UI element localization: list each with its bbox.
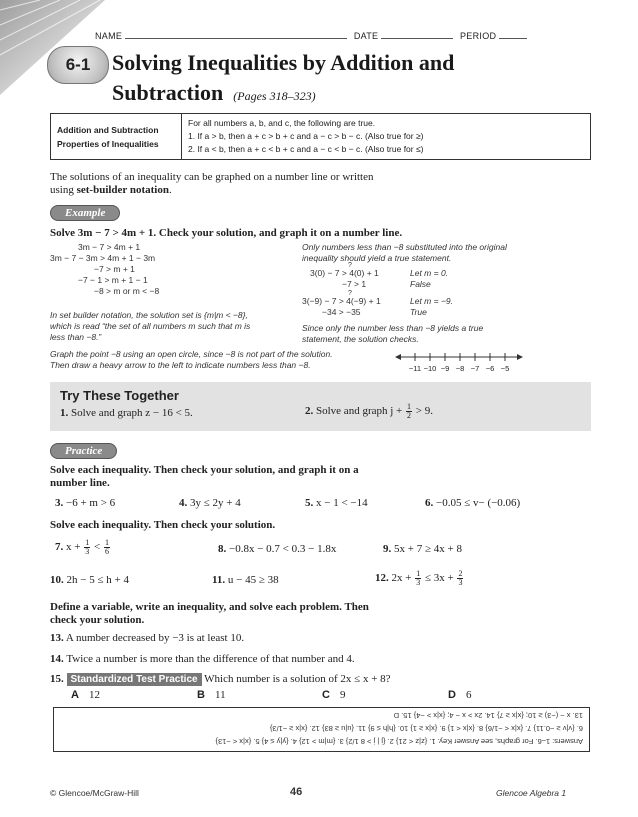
try-heading: Try These Together <box>60 388 179 403</box>
problem-7: 7. x + $\frac{1}{3}$ < $\frac{1}{6}$ <box>55 538 109 556</box>
directions-3: Define a variable, write an inequality, and solve each problem. Then check your solution. <box>50 601 369 626</box>
problem-15: 15. Standardized Test Practice Which number is a solution of 2x ≤ x + 8? <box>50 673 391 685</box>
period-blank[interactable] <box>499 29 527 39</box>
problem-12: 12. 2x + $\frac{1}{3}$ ≤ 3x + $\frac{2}{3}$ <box>375 569 463 587</box>
choice-d[interactable]: D 6 <box>448 689 472 701</box>
problem-8: 8. −0.8x − 0.7 < 0.3 − 1.8x <box>218 543 337 555</box>
choice-a[interactable]: A 12 <box>71 689 100 701</box>
name-blank[interactable] <box>125 29 347 39</box>
problem-14: 14. Twice a number is more than the difference of that number and 4. <box>50 653 355 665</box>
problem-6: 6. −0.05 ≤ v− (−0.06) <box>425 497 521 509</box>
step-1: 3m − 7 > 4m + 1 <box>78 242 141 252</box>
problem-13: 13. A number decreased by −3 is at least 10. <box>50 632 245 644</box>
property-rule-1: 1. If a > b, then a + c > b + c and a − c > b − c. (Also true for ≥) <box>188 131 424 141</box>
check-1: ? 3(0) − 7 > 4(0) + 1 −7 > 1 <box>310 262 379 289</box>
step-2: 3m − 7 − 3m > 4m + 1 − 3m <box>50 253 156 263</box>
title-line-1: Solving Inequalities by Addition and <box>112 50 455 75</box>
properties-table <box>50 113 591 160</box>
answer-key-text <box>54 708 589 751</box>
problem-9: 9. 5x + 7 ≥ 4x + 8 <box>383 543 462 555</box>
try-together-box <box>50 382 591 431</box>
number-line-label: −6 <box>485 364 495 373</box>
setbuilder-note: In set builder notation, the solution set is {m|m < −8}, which is read “the set of all numbers m such that m is less than −8.” <box>50 310 251 342</box>
check-1-notes: Let m = 0. False <box>410 268 449 289</box>
date-blank[interactable] <box>381 29 453 39</box>
example-steps <box>50 242 290 297</box>
properties-rules <box>182 114 591 160</box>
answers-line-2: 6. {v|v ≥ −0.11} 7. {x|x < −1/6} 8. {x|x < 1} 9. {x|x ≥ 1} 10. {h|h ≤ 9} 11. {u|u ≥ 83} 12. {x|x ≥ −1/3} <box>269 724 583 733</box>
problem-3: 3. −6 + m > 6 <box>55 497 116 509</box>
problem-11: 11. u − 45 ≥ 38 <box>212 574 279 586</box>
directions-1: Solve each inequality. Then check your solution, and graph it on a number line. <box>50 464 359 489</box>
directions-2: Solve each inequality. Then check your solution. <box>50 519 276 531</box>
footer-copyright: © Glencoe/McGraw-Hill <box>50 788 139 798</box>
name-label: NAME <box>95 31 123 41</box>
problem-5: 5. x − 1 < −14 <box>305 497 368 509</box>
standardized-test-badge: Standardized Test Practice <box>67 673 202 686</box>
lesson-badge: 6-1 <box>47 46 109 84</box>
try-q1: 1. Solve and graph z − 16 < 5. <box>60 407 193 419</box>
problem-10: 10. 2h − 5 ≤ h + 4 <box>50 574 129 586</box>
number-line-label: −9 <box>440 364 450 373</box>
practice-pill: Practice <box>50 443 117 459</box>
example-prompt: Solve 3m − 7 > 4m + 1. Check your solution, and graph it on a number line. <box>50 227 403 239</box>
property-rule-2: 2. If a < b, then a + c < b + c and a − c < b − c. (Also true for ≤) <box>188 144 424 154</box>
footer-book: Glencoe Algebra 1 <box>496 788 567 798</box>
number-line-label: −10 <box>423 364 437 373</box>
check-2-notes: Let m = −9. True <box>410 296 453 317</box>
try-q2: 2. Solve and graph j + $\frac{1}{2}$ > 9. <box>305 402 433 420</box>
problem-4: 4. 3y ≤ 2y + 4 <box>179 497 241 509</box>
properties-intro: For all numbers a, b, and c, the following are true. <box>188 118 376 128</box>
choice-c[interactable]: C 9 <box>322 689 346 701</box>
answer-key-box <box>53 707 590 752</box>
number-line-label: −11 <box>408 364 422 373</box>
step-4: −7 − 1 > m + 1 − 1 <box>78 275 148 285</box>
title-line-2: Subtraction (Pages 318–323) <box>112 80 316 105</box>
number-line-label: −7 <box>470 364 480 373</box>
date-label: DATE <box>353 31 379 41</box>
number-line-label: −5 <box>500 364 510 373</box>
graph-note: Graph the point −8 using an open circle, since −8 is not part of the solution. Then draw a heavy arrow to the left to indicate numbers less than −8. <box>50 349 333 370</box>
answers-line-3: 13. x − (−3) ≥ 10; {x|x ≥ 7} 14. 2x > x − 4; {x|x > −4} 15. D <box>393 711 583 720</box>
answers-line-1: Answers: 1–6. For graphs, see Answer Key. 1. {z|z < 21} 2. {j | j > 8 1/2} 3. {m|m > 12} 4. {y|y ≤ 4} 5. {x|x < −13} <box>215 737 583 746</box>
step-5: −8 > m or m < −8 <box>94 286 160 296</box>
properties-label: Addition and Subtraction Properties of Inequalities <box>51 114 182 160</box>
choice-b[interactable]: B 11 <box>197 689 226 701</box>
period-label: PERIOD <box>460 31 497 41</box>
check-note: Only numbers less than −8 substituted into the original inequality should yield a true statement. <box>302 242 507 263</box>
example-pill: Example <box>50 205 120 221</box>
page-number: 46 <box>290 786 303 798</box>
number-line-label: −8 <box>455 364 465 373</box>
number-line-labels <box>395 364 525 376</box>
lesson-title <box>112 48 454 111</box>
student-header <box>95 29 527 41</box>
check-2: ? 3(−9) − 7 > 4(−9) + 1 −34 > −35 <box>302 290 381 317</box>
intro-paragraph: The solutions of an inequality can be graphed on a number line or written using set-builder notation. <box>50 171 374 196</box>
step-3: −7 > m + 1 <box>94 264 135 274</box>
page-range: (Pages 318–323) <box>233 89 316 103</box>
since-note: Since only the number less than −8 yields a true statement, the solution checks. <box>302 323 484 344</box>
